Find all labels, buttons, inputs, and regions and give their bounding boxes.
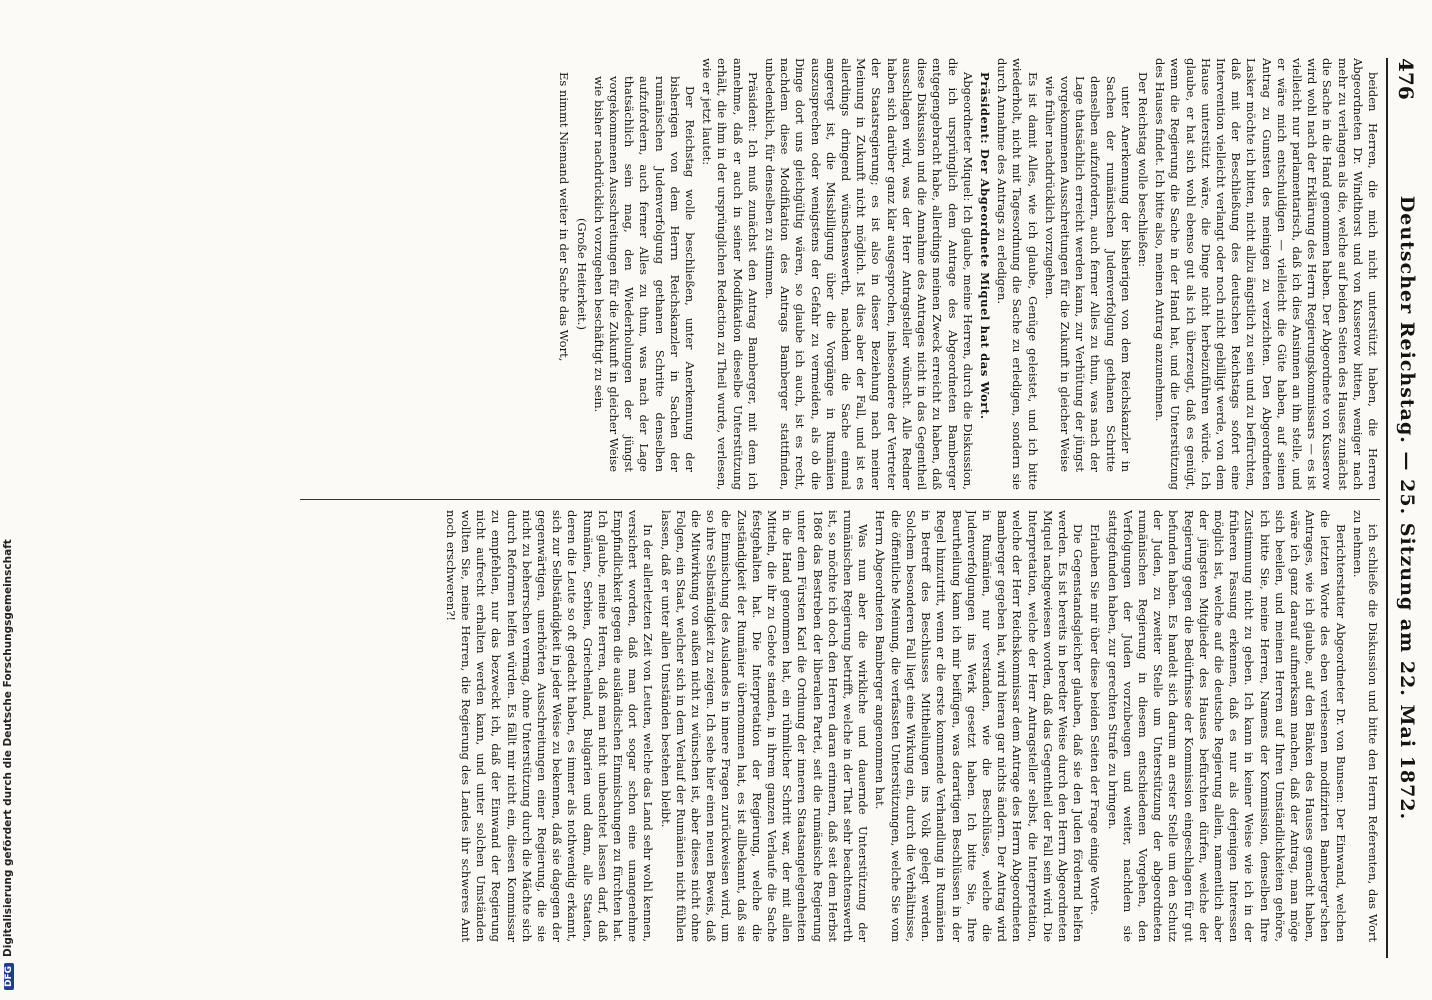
- header-rule: [1386, 58, 1388, 958]
- quoted-motion: unter Anerkennung der bisherigen von dem Reichskanzler in Sachen der rumänischen Judenverfolgung gethanen Schritte denselben aufzufordern, auch ferner Alles zu thun, was nach der Lage thatsächlich erreicht werden kann, zur Verhütung der jüngst vorgekommenen Ausschreitungen für die Zukunft in gleicher Weise wie früher nachdrücklich vorzugehen.: [1042, 76, 1133, 472]
- rotated-sheet: [240, 58, 1420, 958]
- footer-credit-line: [2, 539, 14, 990]
- column-divider: [300, 499, 1380, 500]
- stage-direction: (Große Heiterkeit.): [574, 218, 589, 330]
- paragraph: ich schließe die Diskussion und bitte den Herrn Referenten, das Wort zu nehmen.: [1350, 510, 1380, 942]
- paragraph: beiden Herren, die mich nicht unterstützt haben, die Herren Abgeordneten Dr. Windthorst und von Kusserow bitten, weniger nach mehr zu verlangen als die, welche auf beiden Seiten des Hauses zunächst die Sache in die Hand genommen haben. Der Abgeordnete von Kusserow wird wohl nach der Erklärung des Herrn Regierungskommissars — es ist vielleicht nur parlamentarisch, daß ich dies Ansinnen an ihn stelle, und er wäre mich entschuldigen — vielleicht die Güte haben, auf seinen Antrag zu Gunsten des meinigen zu verzichten. Den Abgeordneten Lasker möchte ich bitten, nicht allzu ängstlich zu sein und zu befürchten, daß mit der Beschließung des deutschen Reichstags sofort eine Intervention vielleicht verlangt oder noch nicht gebilligt werde, von dem Hause unterstützt wäre, die Dinge nicht herbeizuführen würde. Ich glaube, er hat sich wohl ebenso gut als ich überzeugt, daß es genügt, wenn die Regierung die Sache in der Hand hat, und die Unterstützung des Hauses findet. Ich bitte also, meinen Antrag anzunehmen.: [1153, 58, 1380, 490]
- left-column: [280, 58, 1380, 490]
- footer-credit: Digitalisierung gefördert durch die Deutsche Forschungsgemeinschaft: [2, 539, 14, 957]
- paragraph: Es ist damit Alles, wie ich glaube, Genüge geleistet, und ich bitte wiederholt, nicht mit Tagesordnung die Sache zu erledigen, sondern sie durch Annahme des Antrags zu erledigen.: [995, 58, 1040, 490]
- dfg-logo: DFG: [4, 963, 14, 990]
- paragraph: Was nun aber die wirkliche und dauernde Unterstützung der rumänischen Regierung betrifft, welche in der That sehr beachtenswerth ist, so möchte ich doch den Herren daran erinnern, daß seit dem Herbst 1868 das Bestreben der liberalen Partei, seit die rumänische Regierung unter dem Fürsten Karl die Ordnung der inneren Staatsangelegenheiten in die Hand genommen hat, ein rühmlicher Schritt war, der mit allen Mitteln, die ihr zu Gebote standen, in ihrem ganzen Verlaufe die Sache festgehalten hat. Die Interpretation der Regierung, welche die Zuständigkeit der Rumänier übernommen hat, es ist allbekannt, daß sie die Einmischung des Auslandes in innere Fragen zurückweisen wird, um so ihre Selbständigkeit zu zeigen. Ich sehe hier einen neuen Beweis, daß die Mitwirkung von außen nicht zu wünschen ist, aber dieses nicht ohne Folgen, ein Staat, welcher sich in dem Verlauf der Rumänien nicht fühlen lassen, daß er unter allen Umständen bestehen bleibt.: [658, 510, 871, 942]
- running-title: Deutscher Reichstag. — 25. Sitzung am 22. Mai 1872.: [1396, 195, 1418, 821]
- page-header: [1390, 58, 1420, 958]
- paragraph: Der Reichstag wolle beschließen:: [1135, 72, 1150, 267]
- paragraph: Abgeordneter Miquel: Ich glaube, meine Herren, durch die Diskussion, die ich ursprünglich dem Antrage des Abgeordneten Bamberger entgegengebracht habe, allerdings meinen Zweck erreicht zu haben, daß diese Diskussion und die Annahme des Antrages nicht in das Gegentheil ausschlagen wird, was der Herr Antragsteller wünscht. Alle Redner haben sich darüber ganz klar ausgesprochen, insbesondere der Vertreter der Staatsregierung; es ist also in dieser Beziehung nach meiner Meinung in Zukunft nicht möglich. Ist dies aber der Fall, und ist es allerdings dringend wünschenswerth, nachdem die Sache einmal angeregt ist, die Missbilligung über die Vorgänge in Rumänien auszusprechen oder wenigstens der Gefahr zu vermeiden, als ob die Dinge dort uns gleichgültig wären, so glaube ich auch, ist es recht, nachdem diese Modifikation des Antrags Bamberger stattfinden, unbedenklich, für denselben zu stimmen.: [763, 58, 975, 490]
- page-number: 476: [1394, 58, 1418, 100]
- paragraph: Erlauben Sie mir über diese beiden Seiten der Frage einige Worte.: [1088, 524, 1103, 916]
- right-column: [280, 510, 1380, 942]
- paragraph: Präsident: Ich muß zunächst den Antrag Bamberger, mit dem ich annehme, daß er auch in seiner Modifikation dieselbe Unterstützung erhält, die ihm in der ursprünglichen Redaction zu Theil wurde, verlesen, wie er jetzt lautet:: [700, 58, 760, 490]
- quoted-motion: Der Reichstag wolle beschließen, unter Anerkennung der bisherigen von dem Herrn Reichskanzler in Sachen der rumänischen Judenverfolgung gethanen Schritte denselben aufzufordern, auch ferner Alles zu thun, was nach der Lage thatsächlich sein mag, den Wiederholungen der jüngst vorgekommenen Ausschreitungen für die Zukunft in gleicher Weise wie bisher nachdrücklich vorzugehen beschäftigt zu sein.: [591, 76, 698, 472]
- paragraph: Die Gegenstandsgleicher glauben, daß sie den Juden fördernd helfen werden. Es ist bereits in beredter Weise durch den Herrn Abgeordneten Miquel nachgewiesen worden, daß das Gegentheil der Fall sein wird. Die Interpretation, welche der Herr Antragsteller selbst, die Interpretation, welche der Herr Reichskommissar dem Antrage des Herrn Abgeordneten Bamberger gegeben hat, wird hieran gar nichts ändern. Der Antrag wird in Rumänien, nur verstanden, wie die Beschlüsse, welche die Judenverfolgungen ins Werk gesetzt haben. Ich bitte Sie, Ihre Beurtheilung kann ich mir beifügen, was derartigen Beschlüssen in der Regel hinzutritt, wenn er die erste kommende Verhandlung in Rumänien in Betreff des Beschlusses Mittheilungen ins Volk gelegt werden. Solchem besonderen Fall liegt eine Wirkung ein, durch die Verhältnisse, die öffentliche Meinung, die verfassten Unterstützungen, welche Sie vom Herrn Abgeordneten Bamberger angenommen hat.: [873, 510, 1086, 942]
- speaker-line: Präsident: Der Abgeordnete Miquel hat das Wort.: [977, 72, 992, 420]
- paragraph: Es nimmt Niemand weiter in der Sache das Wort,: [557, 72, 572, 362]
- paragraph: In der allerletzten Zeit von Leuten, welche das Land sehr wohl kennen, versichert worden, daß man dort sogar schon eine unangenehme Empfindlichkeit gegen die ausländischen Einmischungen zu fürchten hat. Ich glaube, meine Herren, daß man nicht unbeachtet lassen darf, daß Rumänien, Serbien, Griechenland, Bulgarien und dann, alle Staaten, deren die Leute so oft gedacht haben, es immer als nothwendig erkannt, sich zur Selbständigkeit in jeder Weise zu bekennen, daß sie dagegen der gegenwärtigen, unerhörten Ausschreitungen einer Regierung, die sie nicht zu beherrschen vermag, ohne Unterstützung durch die Mächte sich durch Reformen helfen würden. Es fällt mir nicht ein, diesen Kommissar zu empfehlen, nur das bezweckt ich, daß der Einwand der Regierung nicht aufrecht erhalten werden kann, und unter solchen Umständen wollten Sie, meine Herren, die Regierung des Landes ihr schweres Amt noch erschweren?!: [443, 510, 656, 942]
- paragraph: Berichterstatter Abgeordneter Dr. von Bunsen: Der Einwand, welchen die letzten Worte des eben verlesenen modifizirten Bamberger'schen Antrages, wie ich glaube, auf den Bänken des Hauses gemacht haben, wäre ich ganz darauf aufmerksam machen, daß der Antrag, man möge sich beeilen, und meinen Herren auf Ihren Umständlichkeiten gehöre, ich bitte Sie, meine Herren, Namens der Kommission, denselben Ihre Zustimmung nicht zu geben. Ich kann in keiner Weise wie ich in der früheren Fassung erkennen, daß es nur als derjenigen Interessen möglich ist, welche auf die deutsche Regierung allein, namentlich aber der jüngsten Mitglieder des Hauses befürchten dürfen, welche der Regierung gegen die Bedürfnisse der Kommission eingeschlagen für gut befunden haben. Es handelt sich darum an erster Stelle um den Schutz der Juden, zu zweiter Stelle um Unterstützung der abgeordneten rumänischen Regierung in diesem entschiedenen Vorgehen, den Verfolgungen der Juden vorzubeugen und weiter, nachdem sie stattgefunden haben, zur gerechten Strafe zu bringen.: [1105, 510, 1348, 942]
